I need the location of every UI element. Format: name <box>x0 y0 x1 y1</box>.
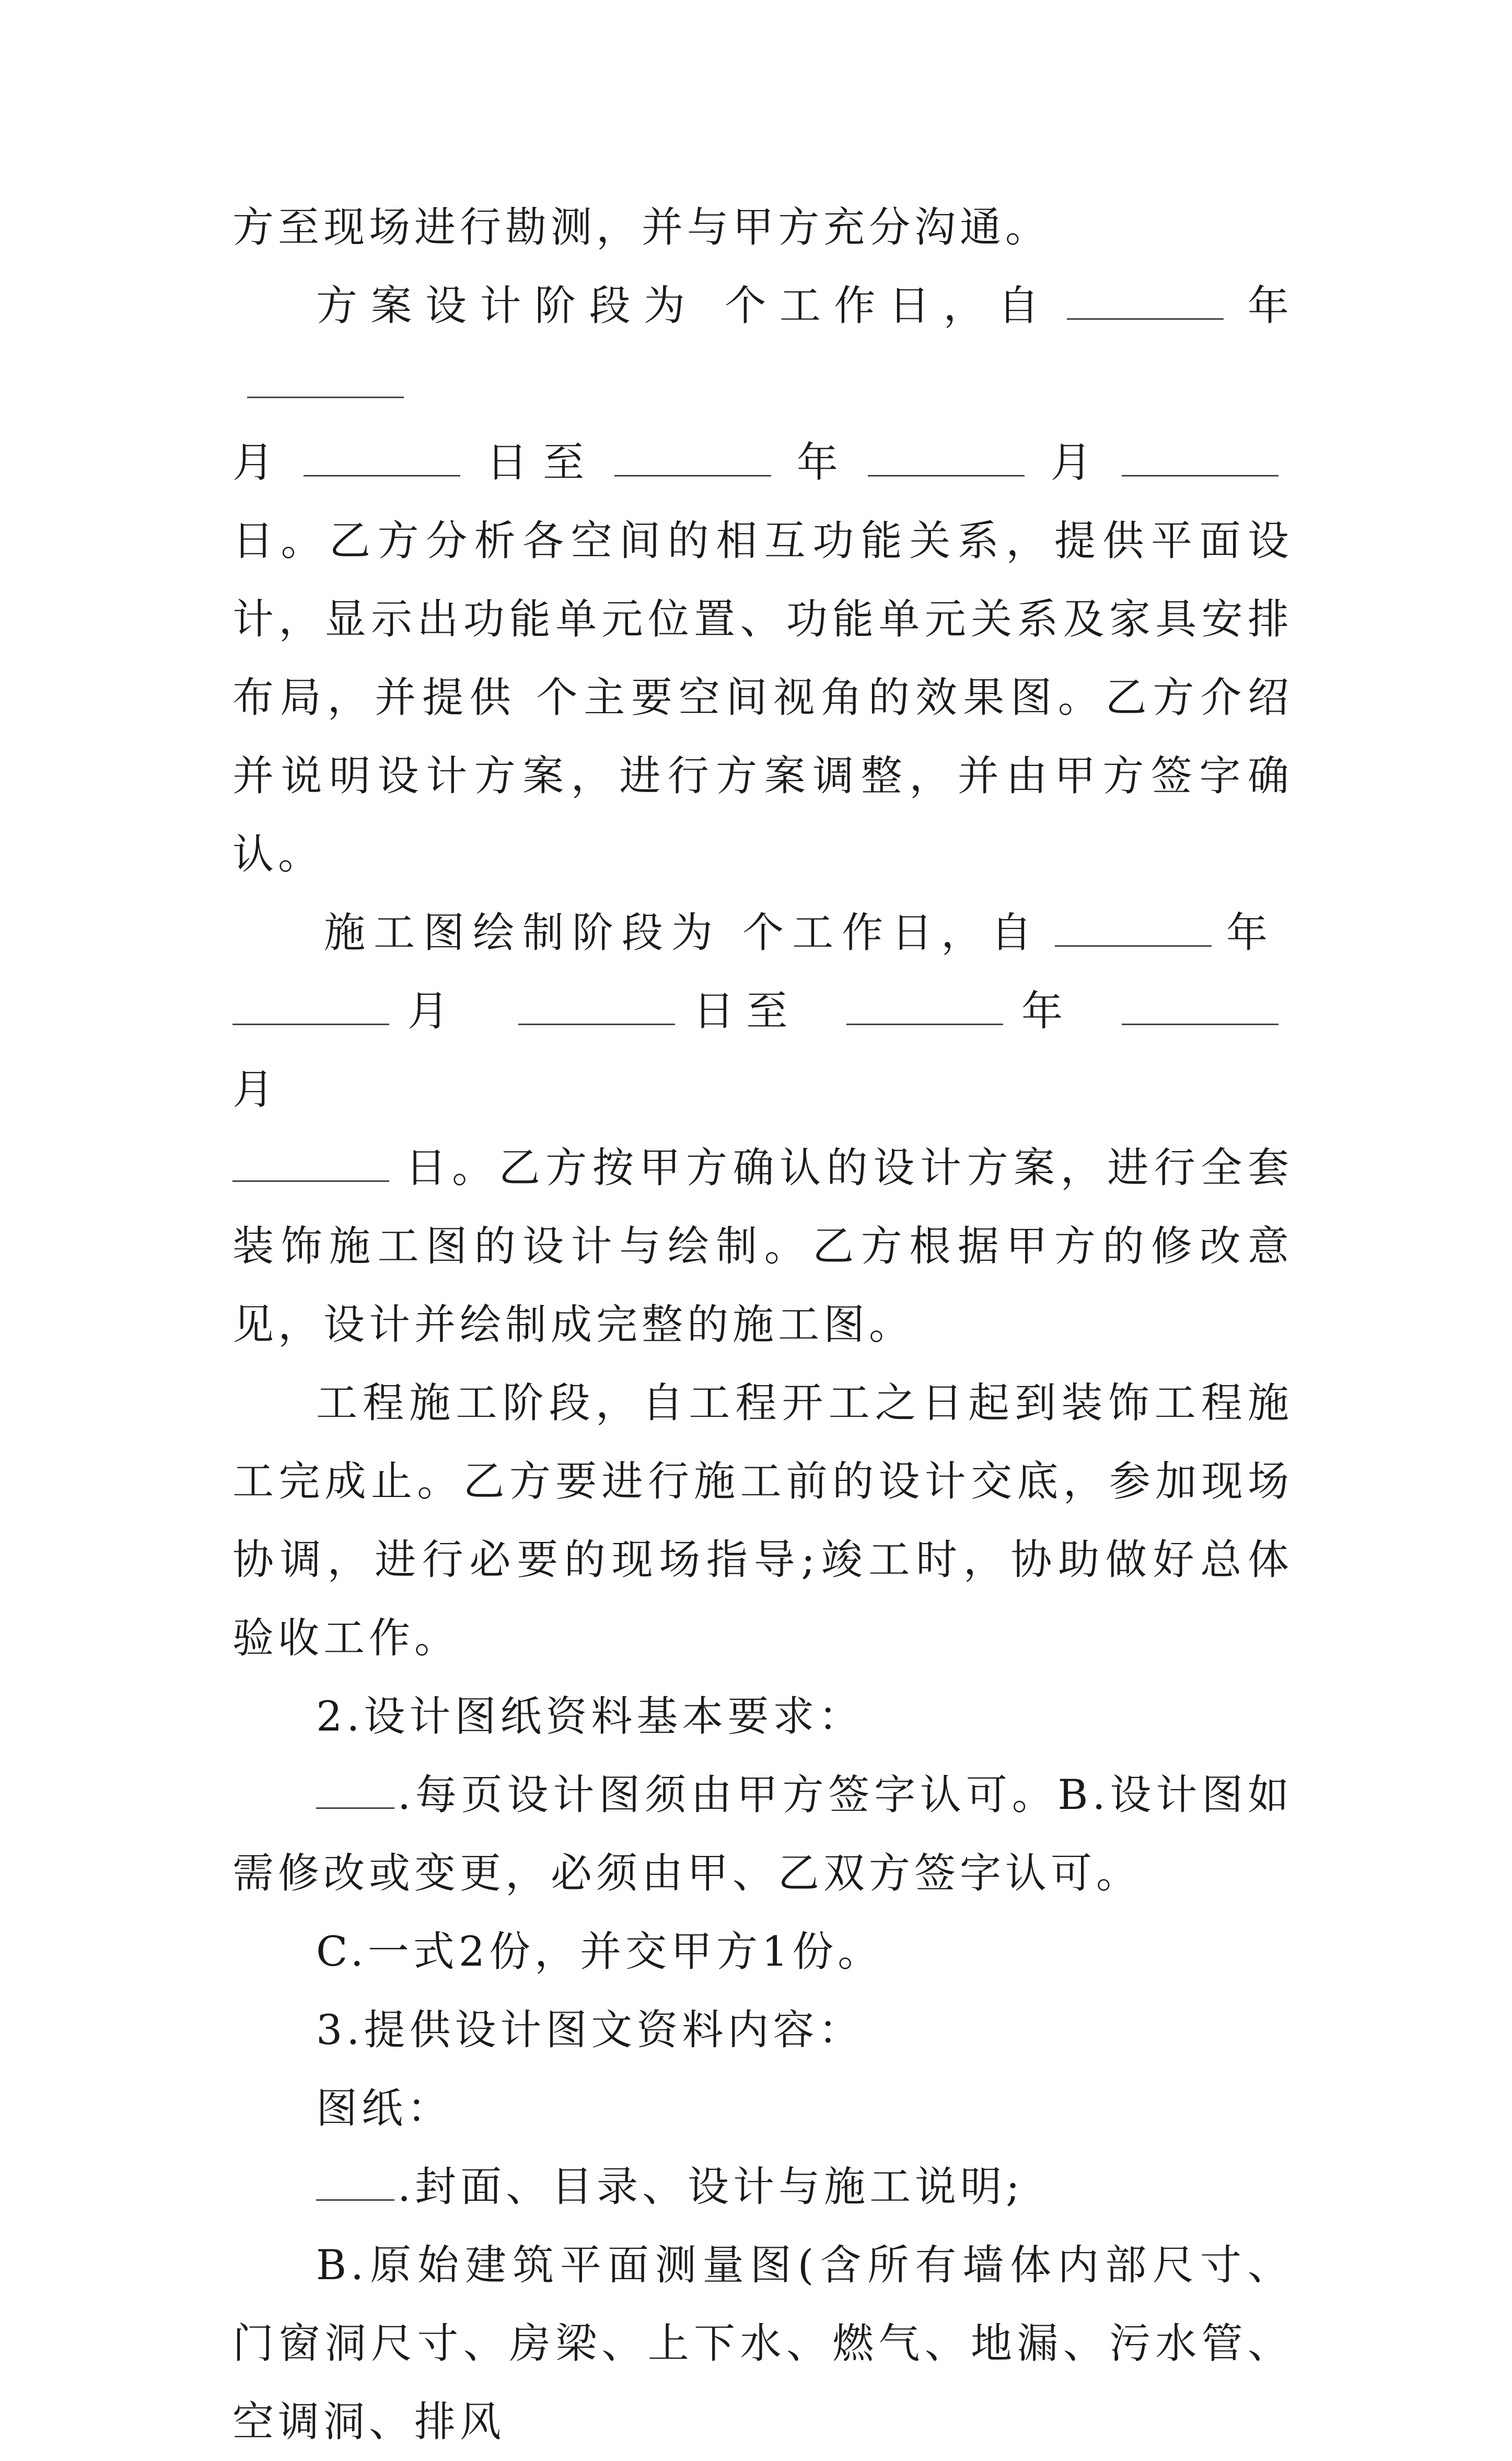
blank-field[interactable] <box>232 1149 389 1182</box>
cover-item-text: .封面、目录、设计与施工说明; <box>398 2163 1024 2211</box>
construction-stage-text: 工程施工阶段，自工程开工之日起到装饰工程施工完成止。乙方要进行施工前的设计交底，参加现场协调，进行必要的现场指导;竣工时，协助做好总体验收工作。 <box>232 1379 1293 1662</box>
month-label: 月 <box>1039 438 1107 486</box>
year-label: 年 <box>785 438 854 486</box>
year-label: 年 <box>1226 909 1276 957</box>
paragraph-copies <box>232 1912 1293 1991</box>
blank-field[interactable] <box>868 444 1025 477</box>
survey-plan-item-text: B.原始建筑平面测量图(含所有墙体内部尺寸、门窗洞尺寸、房梁、上下水、燃气、地漏、污水管、空调洞、排风 <box>232 2241 1293 2446</box>
drawing-duration-text: 施工图绘制阶段为 个工作日，自 <box>324 909 1041 957</box>
blank-field[interactable] <box>846 992 1003 1025</box>
blank-field[interactable] <box>316 1776 394 1809</box>
drawing-description-text: 日。乙方按甲方确认的设计方案，进行全套装饰施工图的设计与绘制。乙方根据甲方的修改意见，设计并绘制成完整的施工图。 <box>232 1144 1293 1349</box>
paragraph-construction-drawing <box>232 893 1293 1364</box>
blank-field[interactable] <box>304 444 460 477</box>
scheme-duration-text: 方案设计阶段为 个工作日，自 <box>316 282 1053 330</box>
day-to-label: 日至 <box>475 438 600 486</box>
paragraph-survey-text: 方至现场进行勘测，并与甲方充分沟通。 <box>232 203 1051 251</box>
drawing-requirements-heading: 2.设计图纸资料基本要求： <box>316 1692 864 1740</box>
blank-field[interactable] <box>232 992 389 1025</box>
paragraph-survey <box>232 188 1293 266</box>
heading-drawings <box>232 2069 1293 2147</box>
paragraph-scheme-design <box>232 266 1293 893</box>
heading-materials-content <box>232 1991 1293 2069</box>
day-to-label: 日至 <box>689 987 800 1035</box>
blank-field[interactable] <box>316 2168 394 2201</box>
blank-field[interactable] <box>1067 287 1224 320</box>
year-label: 年 <box>1018 987 1075 1035</box>
blank-field[interactable] <box>247 365 404 398</box>
month-label: 月 <box>232 438 289 486</box>
materials-content-heading: 3.提供设计图文资料内容： <box>316 2006 864 2054</box>
paragraph-cover-item <box>232 2147 1293 2226</box>
year-label: 年 <box>1238 282 1293 330</box>
blank-field[interactable] <box>1122 992 1278 1025</box>
paragraph-survey-plan-item <box>232 2226 1293 2461</box>
blank-field[interactable] <box>518 992 675 1025</box>
paragraph-construction-stage <box>232 1364 1293 1677</box>
drawings-heading: 图纸： <box>316 2084 452 2132</box>
signature-requirement-text: .每页设计图须由甲方签字认可。B.设计图如需修改或变更，必须由甲、乙双方签字认可。 <box>232 1771 1293 1897</box>
blank-field[interactable] <box>1055 914 1212 947</box>
document-body <box>232 188 1293 2461</box>
heading-drawing-requirements <box>232 1677 1293 1756</box>
paragraph-signature-requirement <box>232 1756 1293 1912</box>
scheme-description-text: 日。乙方分析各空间的相互功能关系，提供平面设计，显示出功能单元位置、功能单元关系及家具安排布局，并提供 个主要空间视角的效果图。乙方介绍并说明设计方案，进行方案调整，并由甲方签字确认。 <box>232 517 1293 878</box>
month-label: 月 <box>232 1065 282 1113</box>
blank-field[interactable] <box>614 444 771 477</box>
month-label: 月 <box>404 987 461 1035</box>
blank-field[interactable] <box>1122 444 1278 477</box>
copies-text: C.一式2份，并交甲方1份。 <box>316 1928 883 1976</box>
